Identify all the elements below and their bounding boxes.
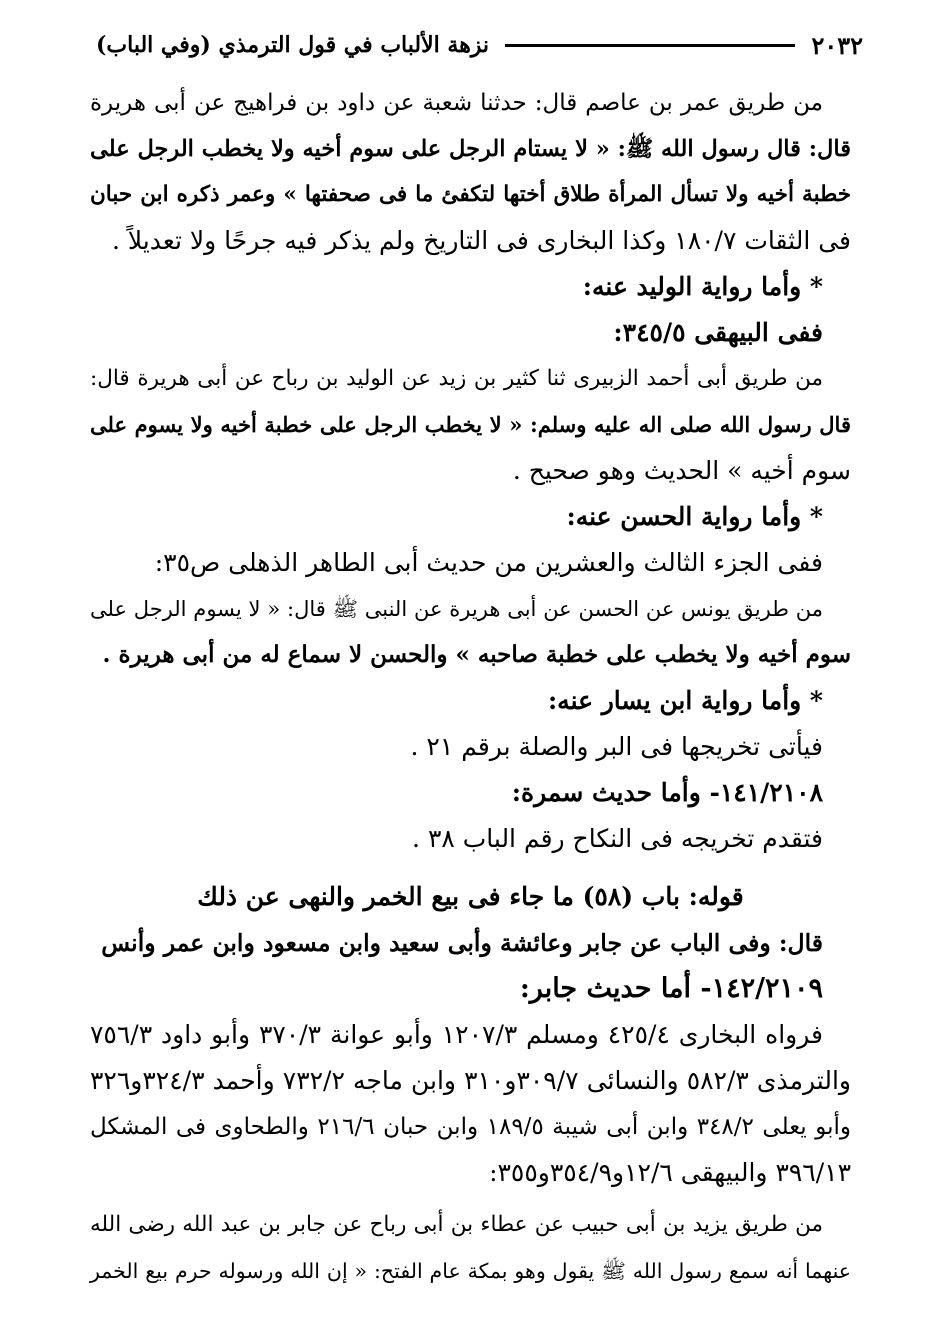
- text-line: سوم أخيه » الحديث وهو صحيح .: [512, 456, 851, 485]
- hadith-number-heading: ١٤١/٢١٠٨- وأما حديث سمرة:: [511, 778, 823, 807]
- section-heading: * وأما رواية الحسن عنه:: [566, 502, 823, 531]
- text-line: فرواه البخارى ٤٢٥/٤ ومسلم ١٢٠٧/٣ وأبو عوانة ٣٧٠/٣ وأبو داود ٧٥٦/٣: [90, 1020, 823, 1049]
- text-line: من طريق يونس عن الحسن عن أبى هريرة عن النبى ﷺ قال: « لا يسوم الرجل على: [90, 597, 823, 621]
- source-line: ففى البيهقى ٣٤٥/٥:: [613, 318, 823, 347]
- header-rule: [505, 44, 795, 47]
- text-line: عنهما أنه سمع رسول الله ﷺ يقول وهو بمكة عام الفتح: « إن الله ورسوله حرم بيع الخمر: [90, 1259, 851, 1283]
- page-body: [90, 80, 851, 1294]
- text-line: خطبة أخيه ولا تسأل المرأة طلاق أختها لتكفئ ما فى صحفتها » وعمر ذكره ابن حبان: [90, 182, 851, 207]
- text-line: من طريق يزيد بن أبى حبيب عن عطاء بن أبى رباح عن جابر بن عبد الله رضى الله: [90, 1212, 823, 1237]
- text-line: فيأتى تخريجها فى البر والصلة برقم ٢١ .: [410, 732, 823, 761]
- section-heading: * وأما رواية الوليد عنه:: [582, 272, 823, 301]
- page-number: ٢٠٣٢: [811, 30, 863, 60]
- text-line: من طريق أبى أحمد الزبيرى ثنا كثير بن زيد عن الوليد بن رباح عن أبى هريرة قال:: [90, 366, 823, 391]
- hadith-number-heading: ١٤٢/٢١٠٩- أما حديث جابر:: [519, 973, 823, 1004]
- text-line: والترمذى ٥٨٢/٣ والنسائى ٣٠٩/٧و٣١٠ وابن ماجه ٧٣٢/٢ وأحمد ٣٢٤/٣و٣٢٦: [90, 1066, 851, 1095]
- text-line: قال: قال رسول الله ﷺ: « لا يستام الرجل على سوم أخيه ولا يخطب الرجل على: [90, 136, 851, 162]
- chapter-heading: قوله: باب (٥٨) ما جاء فى بيع الخمر والنهى عن ذلك: [197, 882, 744, 911]
- source-line: ففى الجزء الثالث والعشرين من حديث أبى الطاهر الذهلى ص٣٥:: [154, 548, 823, 577]
- text-line: قال رسول الله صلى اله عليه وسلم: « لا يخطب الرجل على خطبة أخيه ولا يسوم على: [90, 412, 851, 437]
- text-line: من طريق عمر بن عاصم قال: حدثنا شعبة عن داود بن فراهيج عن أبى هريرة: [90, 90, 823, 116]
- running-header: [96, 28, 863, 62]
- text-line: ٣٩٦/١٣ والبيهقى ١٢/٦و٣٥٤/٩و٣٥٥:: [489, 1158, 851, 1187]
- text-line: فى الثقات ١٨٠/٧ وكذا البخارى فى التاريخ ولم يذكر فيه جرحًا ولا تعديلاً .: [112, 226, 851, 255]
- text-line: سوم أخيه ولا يخطب على خطبة صاحبه » والحسن لا سماع له من أبى هريرة .: [102, 641, 851, 668]
- section-heading: * وأما رواية ابن يسار عنه:: [547, 686, 823, 715]
- chapter-subheading: قال: وفى الباب عن جابر وعائشة وأبى سعيد وابن مسعود وابن عمر وأنس: [101, 929, 823, 957]
- text-line: فتقدم تخريجه فى النكاح رقم الباب ٣٨ .: [412, 824, 823, 853]
- running-title: نزهة الألباب في قول الترمذي (وفي الباب): [96, 32, 490, 58]
- text-line: وأبو يعلى ٣٤٨/٢ وابن أبى شيبة ١٨٩/٥ وابن حبان ٢١٦/٦ والطحاوى فى المشكل: [90, 1114, 851, 1140]
